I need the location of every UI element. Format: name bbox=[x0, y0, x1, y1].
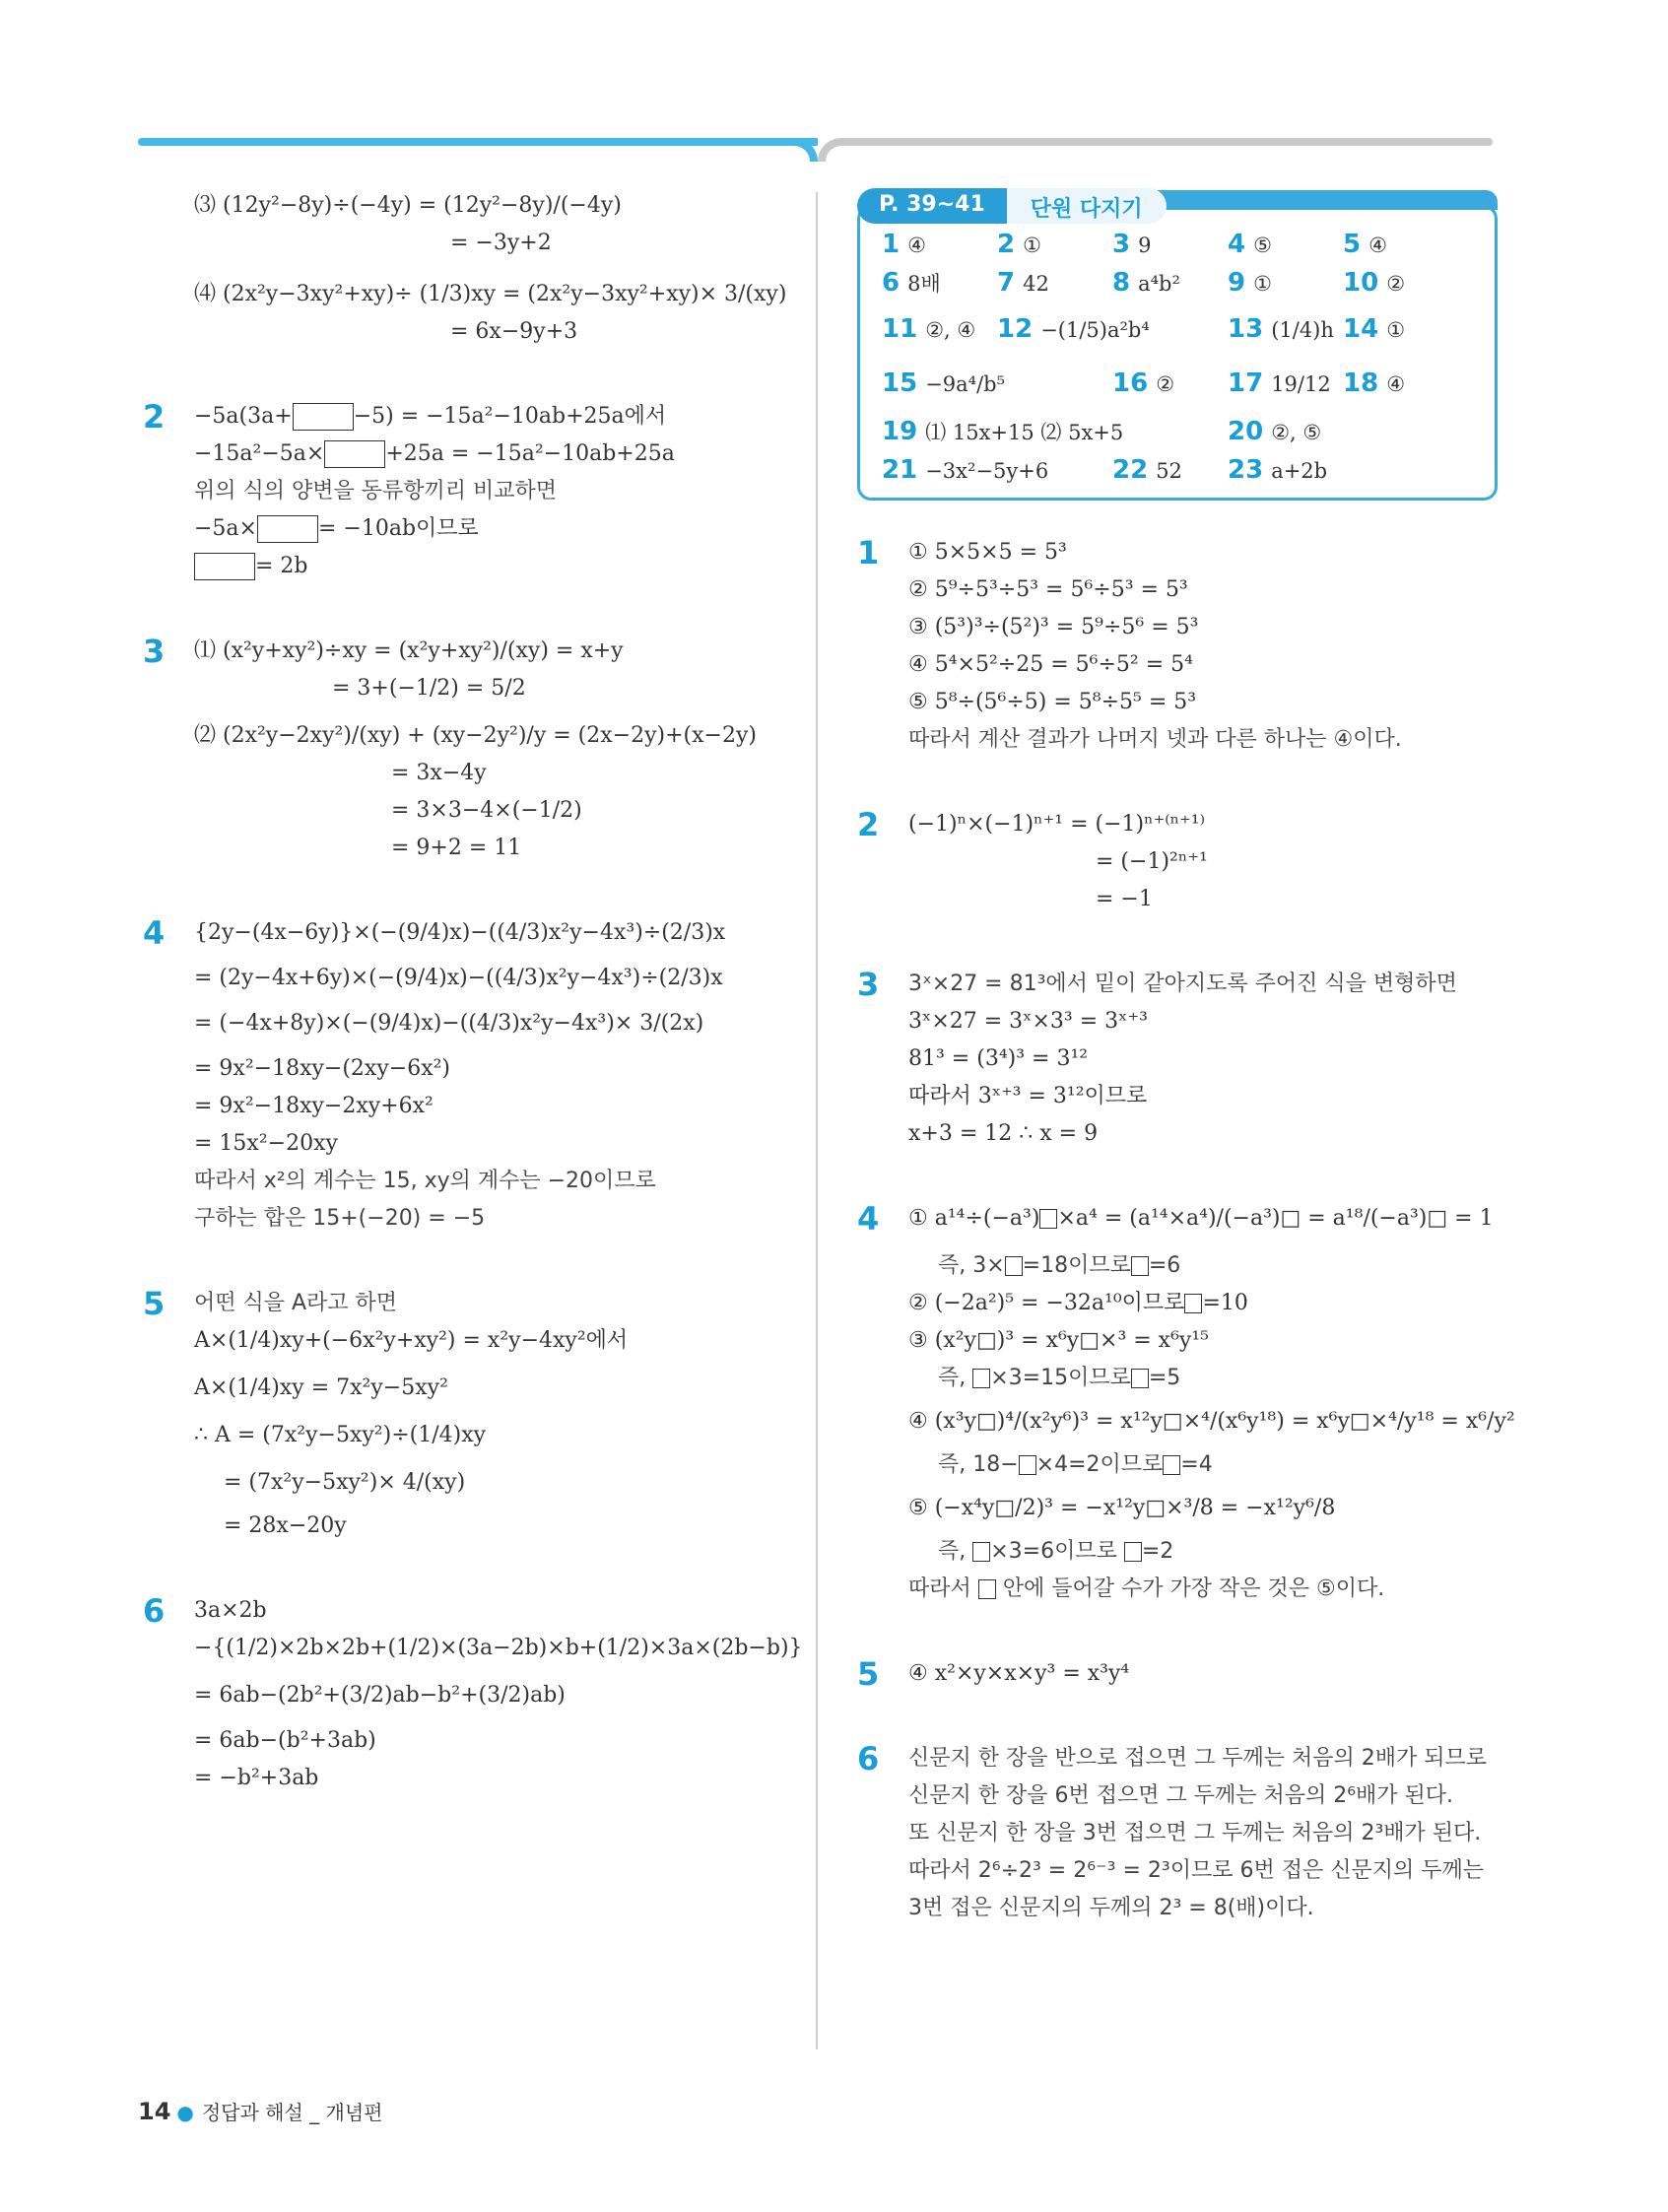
solution-line: ④ x²×y×x×y³ = x³y⁴ bbox=[908, 1661, 1130, 1686]
solution-line: 81³ = (3⁴)³ = 3¹² bbox=[908, 1046, 1089, 1071]
answer-item: 14 ① bbox=[1343, 314, 1406, 344]
solution-line: = 3x−4y bbox=[391, 761, 487, 785]
header-bar-gray bbox=[852, 138, 1493, 146]
solution-line: ⑤ (−x⁴y□/2)³ = −x¹²y□×³/8 = −x¹²y⁶/8 bbox=[908, 1496, 1336, 1520]
answer-row bbox=[882, 264, 1473, 302]
solution-line: 따라서 계산 결과가 나머지 넷과 다른 하나는 ④이다. bbox=[908, 727, 1402, 752]
blank-box bbox=[1131, 1256, 1149, 1276]
answer-item: 18 ④ bbox=[1343, 369, 1406, 398]
blank-box bbox=[972, 1542, 990, 1562]
solution-line: A×(1/4)xy+(−6x²y+xy²) = x²y−4xy²에서 bbox=[194, 1328, 629, 1353]
blank-box bbox=[1124, 1542, 1142, 1562]
solution-2 bbox=[857, 806, 1498, 918]
solution-line: = 2b bbox=[194, 548, 793, 585]
problem-4 bbox=[143, 914, 793, 1238]
header-bar-blue bbox=[138, 138, 818, 146]
problem-5 bbox=[143, 1285, 793, 1545]
solution-line: 따라서 x²의 계수는 15, xy의 계수는 −20이므로 bbox=[194, 1169, 656, 1193]
answer-item: 4 ⑤ bbox=[1228, 230, 1272, 259]
solution-line: = 28x−20y bbox=[224, 1513, 347, 1538]
solution-line: x+3 = 12 ∴ x = 9 bbox=[908, 1121, 1099, 1146]
problem-number: 3 bbox=[857, 966, 880, 1003]
solution-line: ① a¹⁴÷(−a³) ×a⁴ = (a¹⁴×a⁴)/(−a³)□ = a¹⁸/(−a³)□ = 1 bbox=[908, 1206, 1494, 1231]
page-footer bbox=[138, 2097, 383, 2125]
answer-item: 19 ⑴ 15x+15 ⑵ 5x+5 bbox=[882, 417, 1124, 446]
solution-line: 위의 식의 양변을 동류항끼리 비교하면 bbox=[194, 479, 558, 503]
problem-number: 4 bbox=[143, 914, 166, 952]
solution-line: = 6ab−(b²+3ab) bbox=[194, 1728, 376, 1753]
solution-line: ⑴ (x²y+xy²)÷xy = (x²y+xy²)/(xy) = x+y bbox=[194, 638, 624, 663]
solution-line: = 3×3−4×(−1/2) bbox=[391, 798, 582, 823]
solution-line: = 3+(−1/2) = 5/2 bbox=[332, 676, 526, 701]
solution-line: −{(1/2)×2b×2b+(1/2)×(3a−2b)×b+(1/2)×3a×(2b−b)} bbox=[194, 1636, 803, 1660]
solution-6 bbox=[857, 1740, 1498, 1927]
right-column bbox=[857, 187, 1515, 1927]
solution-line: = (−4x+8y)×(−(9/4)x)−((4/3)x²y−4x³)× 3/(2x) bbox=[194, 1011, 704, 1036]
solution-line: −5a(3a+ −5) = −15a²−10ab+25a에서 bbox=[194, 404, 667, 429]
solution-line: ∴ A = (7x²y−5xy²)÷(1/4)xy bbox=[194, 1423, 487, 1447]
solution-line: = −b²+3ab bbox=[194, 1766, 319, 1790]
solution-line: 구하는 합은 15+(−20) = −5 bbox=[194, 1206, 486, 1231]
blank-box bbox=[324, 440, 385, 468]
problem-number: 6 bbox=[857, 1740, 880, 1777]
answer-row bbox=[882, 413, 1473, 451]
solution-paragraph: 신문지 한 장을 반으로 접으면 그 두께는 처음의 2배가 되므로 신문지 한 장을 6번 접으면 그 두께는 처음의 2⁶배가 된다. bbox=[908, 1746, 1487, 1808]
answer-item: 23 a+2b bbox=[1228, 455, 1328, 485]
solution-line: ① 5×5×5 = 5³ bbox=[908, 540, 1067, 565]
solution-line: ④ (x³y□)⁴/(x²y⁶)³ = x¹²y□×⁴/(x⁶y¹⁸) = x⁶y□×⁴/y¹⁸ = x⁶/y² bbox=[908, 1409, 1515, 1434]
answer-card bbox=[857, 192, 1498, 501]
blank-box bbox=[257, 515, 318, 543]
blank-box bbox=[1131, 1369, 1149, 1388]
solution-4 bbox=[857, 1200, 1515, 1608]
problem-2 bbox=[143, 398, 793, 585]
blank-box bbox=[293, 403, 354, 431]
solution-line: 3ˣ×27 = 81³에서 밑이 같아지도록 주어진 식을 변형하면 bbox=[908, 972, 1457, 996]
solution-line: = (7x²y−5xy²)× 4/(xy) bbox=[224, 1470, 466, 1495]
answer-item: 8 a⁴b² bbox=[1112, 268, 1180, 298]
answer-row bbox=[882, 365, 1473, 403]
column-divider bbox=[816, 192, 818, 2049]
header-bar-curve-right bbox=[818, 138, 857, 162]
solution-line: ⑵ (2x²y−2xy²)/(xy) + (xy−2y²)/y = (2x−2y)+(x−2y) bbox=[194, 723, 757, 748]
answer-item: 15 −9a⁴/b⁵ bbox=[882, 369, 1006, 398]
blank-box bbox=[972, 1369, 990, 1388]
solution-line: = 9x²−18xy−2xy+6x² bbox=[194, 1094, 434, 1118]
answer-item: 12 −(1/5)a²b⁴ bbox=[997, 314, 1150, 344]
answer-item: 20 ②, ⑤ bbox=[1228, 417, 1322, 446]
page-range-pill: P. 39∼41 bbox=[857, 188, 1007, 224]
solution-5 bbox=[857, 1655, 1498, 1693]
problem-number: 2 bbox=[857, 806, 880, 843]
blank-box bbox=[1019, 1455, 1036, 1475]
blank-box bbox=[978, 1579, 996, 1599]
solution-1 bbox=[857, 534, 1498, 759]
solution-line: (−1)ⁿ×(−1)ⁿ⁺¹ = (−1)ⁿ⁺⁽ⁿ⁺¹⁾ bbox=[908, 812, 1205, 837]
footer-text: 정답과 해설 _ 개념편 bbox=[201, 2101, 383, 2124]
problem-number: 2 bbox=[143, 398, 166, 436]
problem-number: 4 bbox=[857, 1200, 880, 1238]
solution-line: 즉, 3× =18이므로 =6 bbox=[938, 1253, 1181, 1278]
solution-line: ④ 5⁴×5²÷25 = 5⁶÷5² = 5⁴ bbox=[908, 652, 1193, 677]
blank-box bbox=[1039, 1209, 1057, 1229]
solution-line: = −1 bbox=[1096, 887, 1153, 911]
card-title: 단원 다지기 bbox=[1007, 188, 1167, 224]
problem-number: 6 bbox=[143, 1592, 166, 1630]
solution-line: ⑤ 5⁸÷(5⁶÷5) = 5⁸÷5⁵ = 5³ bbox=[908, 690, 1197, 714]
solution-line: 즉, ×3=15이므로 =5 bbox=[938, 1366, 1181, 1390]
solution-line: 따라서 3ˣ⁺³ = 3¹²이므로 bbox=[908, 1084, 1148, 1108]
solution-line: −15a²−5a× +25a = −15a²−10ab+25a bbox=[194, 441, 675, 466]
answer-item: 13 (1/4)h bbox=[1228, 314, 1334, 344]
solution-line: ③ (x²y□)³ = x⁶y□×³ = x⁶y¹⁵ bbox=[908, 1328, 1209, 1353]
solution-line: = 9+2 = 11 bbox=[391, 836, 522, 860]
problem-1-continued bbox=[143, 187, 793, 351]
problem-number: 3 bbox=[143, 633, 166, 670]
answer-item: 10 ② bbox=[1343, 268, 1406, 298]
problem-3 bbox=[143, 633, 793, 867]
answer-row bbox=[882, 226, 1473, 264]
answer-item: 1 ④ bbox=[882, 230, 926, 259]
solution-paragraph: 따라서 2⁶÷2³ = 2⁶⁻³ = 2³이므로 6번 접은 신문지의 두께는 3번 접은 신문지의 두께의 2³ = 8(배)이다. bbox=[908, 1858, 1484, 1920]
solution-line: 어떤 식을 A라고 하면 bbox=[194, 1291, 398, 1315]
solution-line: ② (−2a²)⁵ = −32a¹⁰이므로 =10 bbox=[908, 1291, 1248, 1315]
bullet-icon: ● bbox=[176, 2101, 194, 2124]
answer-item: 7 42 bbox=[997, 268, 1049, 298]
blank-box bbox=[1005, 1256, 1023, 1276]
answer-item: 11 ②, ④ bbox=[882, 314, 976, 344]
solution-line: −5a× = −10ab이므로 bbox=[194, 516, 479, 541]
answer-item: 16 ② bbox=[1112, 369, 1175, 398]
problem-number: 1 bbox=[857, 534, 880, 571]
solution-line: = 6x−9y+3 bbox=[450, 319, 578, 344]
solution-line: 따라서 안에 들어갈 수가 가장 작은 것은 ⑤이다. bbox=[908, 1576, 1385, 1601]
solution-line: ⑶ (12y²−8y)÷(−4y) = (12y²−8y)/(−4y) bbox=[194, 193, 622, 218]
solution-line: ⑷ (2x²y−3xy²+xy)÷ (1/3)xy = (2x²y−3xy²+xy)× 3/(xy) bbox=[194, 282, 787, 306]
solution-line: 3ˣ×27 = 3ˣ×3³ = 3ˣ⁺³ bbox=[908, 1009, 1148, 1034]
answer-item: 21 −3x²−5y+6 bbox=[882, 455, 1049, 485]
solution-line: = 9x²−18xy−(2xy−6x²) bbox=[194, 1056, 451, 1081]
answer-item: 6 8배 bbox=[882, 268, 941, 298]
answer-item: 2 ① bbox=[997, 230, 1041, 259]
solution-line: 3a×2b bbox=[194, 1598, 267, 1623]
card-tab bbox=[857, 188, 1167, 224]
solution-line: = −3y+2 bbox=[450, 231, 552, 255]
answer-item: 9 ① bbox=[1228, 268, 1272, 298]
problem-number: 5 bbox=[857, 1655, 880, 1693]
solution-line: = (2y−4x+6y)×(−(9/4)x)−((4/3)x²y−4x³)÷(2/3)x bbox=[194, 966, 723, 990]
solution-line: {2y−(4x−6y)}×(−(9/4)x)−((4/3)x²y−4x³)÷(2/3)x bbox=[194, 920, 726, 945]
problem-6 bbox=[143, 1592, 803, 1797]
answer-row bbox=[882, 310, 1473, 349]
answer-item: 3 9 bbox=[1112, 230, 1152, 259]
left-column bbox=[143, 187, 803, 1797]
solution-line: = 15x²−20xy bbox=[194, 1131, 338, 1156]
blank-box bbox=[194, 553, 255, 580]
page-number: 14 bbox=[138, 2098, 171, 2125]
solution-line: = 6ab−(2b²+(3/2)ab−b²+(3/2)ab) bbox=[194, 1683, 566, 1708]
solution-line: 즉, 18− ×4=2이므로 =4 bbox=[938, 1452, 1213, 1477]
blank-box bbox=[1184, 1294, 1202, 1313]
solution-3 bbox=[857, 966, 1498, 1153]
solution-line: A×(1/4)xy = 7x²y−5xy² bbox=[194, 1375, 448, 1400]
problem-number: 5 bbox=[143, 1285, 166, 1322]
answer-item: 17 19/12 bbox=[1228, 369, 1331, 398]
solution-line: 즉, ×3=6이므로 =2 bbox=[938, 1539, 1174, 1564]
answer-row bbox=[882, 451, 1473, 490]
solution-line: = (−1)²ⁿ⁺¹ bbox=[1096, 849, 1208, 874]
answer-item: 22 52 bbox=[1112, 455, 1182, 485]
solution-line: ② 5⁹÷5³÷5³ = 5⁶÷5³ = 5³ bbox=[908, 577, 1188, 602]
answer-item: 5 ④ bbox=[1343, 230, 1387, 259]
solution-line: ③ (5³)³÷(5²)³ = 5⁹÷5⁶ = 5³ bbox=[908, 615, 1199, 639]
blank-box bbox=[1163, 1455, 1180, 1475]
solution-paragraph: 또 신문지 한 장을 3번 접으면 그 두께는 처음의 2³배가 된다. bbox=[908, 1821, 1482, 1845]
